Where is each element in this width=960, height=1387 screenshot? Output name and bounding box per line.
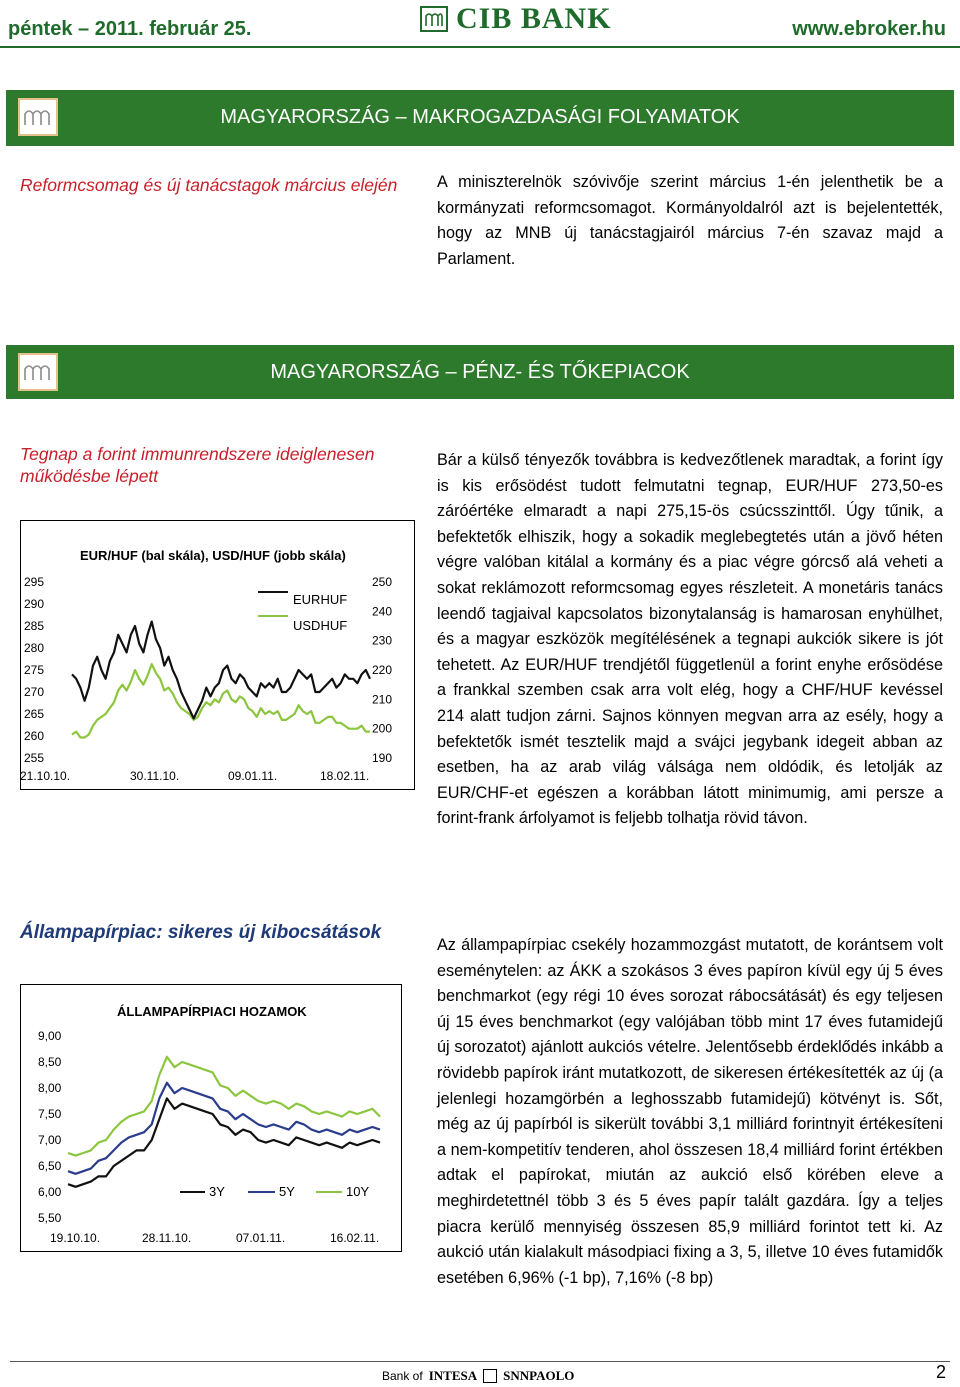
y-tick-label: 8,50 bbox=[38, 1055, 62, 1069]
section-title: MAGYARORSZÁG – MAKROGAZDASÁGI FOLYAMATOK bbox=[220, 106, 740, 128]
y-right-tick-label: 220 bbox=[372, 663, 393, 677]
yield-chart bbox=[20, 984, 402, 1252]
x-tick-label: 16.02.11. bbox=[330, 1231, 380, 1245]
cib-bank-logo bbox=[420, 4, 612, 34]
brand-name: CIB BANK bbox=[456, 2, 612, 35]
x-tick-label: 18.02.11. bbox=[320, 769, 370, 783]
legend-label: USDHUF bbox=[293, 618, 348, 633]
chart-title: ÁLLAMPAPÍRPIACI HOZAMOK bbox=[117, 1004, 307, 1019]
bank-of-label: Bank of bbox=[382, 1369, 423, 1383]
legend-label: EURHUF bbox=[293, 592, 348, 607]
y-tick-label: 6,00 bbox=[38, 1185, 62, 1199]
section-band-markets bbox=[6, 345, 954, 399]
sanpaolo-mark-icon bbox=[483, 1369, 497, 1383]
section-title: MAGYARORSZÁG – PÉNZ- ÉS TŐKEPIACOK bbox=[270, 361, 690, 383]
y-right-tick-label: 210 bbox=[372, 692, 393, 707]
y-left-tick-label: 270 bbox=[24, 685, 45, 699]
y-left-tick-label: 260 bbox=[24, 729, 45, 743]
y-left-tick-label: 285 bbox=[24, 619, 45, 633]
y-tick-label: 5,50 bbox=[38, 1211, 62, 1225]
x-tick-label: 28.11.10. bbox=[142, 1231, 192, 1245]
y-left-tick-label: 255 bbox=[24, 751, 45, 765]
page-number: 2 bbox=[935, 1362, 946, 1382]
x-tick-label: 07.01.11. bbox=[236, 1231, 286, 1245]
chart-frame bbox=[21, 985, 402, 1252]
report-date: péntek – 2011. február 25. bbox=[8, 18, 252, 40]
article-title: Reformcsomag és új tanácstagok március elején bbox=[20, 175, 398, 195]
article-text: A miniszterelnök szóvivője szerint március 1-én jelenthetik be a kormányzati reformcsomagot. Kormányoldalról azt is bejelentették, hogy az MNB új tanácstagjairól március 7-én szavaz majd a Parlament. bbox=[437, 173, 943, 268]
y-right-tick-label: 240 bbox=[372, 604, 393, 619]
y-left-tick-label: 265 bbox=[24, 707, 45, 721]
legend-label: 3Y bbox=[209, 1184, 225, 1199]
fx-chart bbox=[20, 520, 415, 790]
y-right-tick-label: 250 bbox=[372, 575, 393, 589]
y-tick-label: 7,00 bbox=[38, 1133, 62, 1147]
y-tick-label: 9,00 bbox=[38, 1029, 62, 1043]
x-tick-label: 19.10.10. bbox=[50, 1231, 101, 1245]
sanpaolo-label: SNNPAOLO bbox=[503, 1368, 575, 1383]
x-tick-label: 21.10.10. bbox=[20, 769, 71, 783]
article-text: Az állampapírpiac csekély hozammozgást mutatott, de korántsem volt eseménytelen: az ÁKK a szokásos 3 éves papíron kívül egy új 5 éves benchmarkot (egy régi 10 éves sorozat rábocsátását) és egy teljesen új 15 éves benchmarkot (egy valójában több mint 17 éves futamidejű új sorozatot) ajánlott aukciós vételre. Jelentősebb érdeklődés inkább a rövidebb papírok iránt mutatkozott, de sikeresen értékesítették az új (a jelenlegi hozamgörbén a leghosszabb futamidejű) kötvényt is. Sőt, még az új papírból is sikerült további 3,1 milliárd forintnyit értékesíteni a nem-kompetitív tenderen, ahol összesen 18,4 milliárd forint értékben adtak el papírokat, miután az aukció első körében eleve a meghirdetettnél több 3 és 5 éves papír talált gazdára. Így a teljes piacra kerülő mennyiség összesen 85,9 milliárd forintot tett ki. Az aukció után kialakult másodpiaci fixing a 3, 5, illetve 10 éves futamidők esetében 6,96% (-1 bp), 7,16% (-8 bp) bbox=[437, 936, 943, 1287]
legend-label: 10Y bbox=[346, 1184, 370, 1199]
y-tick-label: 8,00 bbox=[38, 1081, 62, 1095]
section-band-macro bbox=[6, 90, 954, 146]
article-text: Bár a külső tényezők továbbra is kedvezőtlenek maradtak, a forint így is kis erősödést tudott felmutatni tegnap, EUR/HUF 273,50-es záróértéke elmaradt a napi 275,15-ös csúcsszinttől. Úgy tűnik, a befektetők elhiszik, hogy a sokadik meglebegtetés után a jövő héten végre valóban kitálal a kormány és a piac végre górcső alá veheti a sokat reklámozott reformcsomag egyes részleteit. A monetáris tanács leendő tagjaival kapcsolatos bizonytalanság is hamarosan enyhülhet, és a magyar eszközök megítélésének a tegnapi aukciók sikere is jót tehetett. Az EUR/HUF trendjétől függetlenül a forint enyhe erősödése a frankkal szemben csak arra volt elég, hogy a CHF/HUF kevéssel 214 alatt tudjon zárni. Sajnos könnyen megvan arra az esély, hogy a befektetők ismét tesztelik majd a svájci jegybank idegeit abban az esetben, ha az arab világ válsága nem oldódik, és letolják az EUR/CHF-et egészen a korábban látott minimumig, ami persze a forint-frank árfolyamot is feljebb tolhatja rövid távon. bbox=[437, 451, 943, 828]
y-tick-label: 6,50 bbox=[38, 1159, 62, 1173]
article-title: Állampapírpiac: sikeres új kibocsátások bbox=[20, 922, 382, 943]
y-left-tick-label: 295 bbox=[24, 575, 45, 589]
x-tick-label: 09.01.11. bbox=[228, 769, 278, 783]
article-title: Tegnap a forint immunrendszere ideiglenesen működésbe lépett bbox=[20, 444, 375, 486]
footer-divider bbox=[10, 1361, 950, 1362]
chart-title: EUR/HUF (bal skála), USD/HUF (jobb skála) bbox=[80, 548, 346, 563]
header-divider bbox=[0, 46, 960, 48]
y-tick-label: 7,50 bbox=[38, 1107, 62, 1121]
y-left-tick-label: 290 bbox=[24, 597, 45, 611]
cib-logo-icon bbox=[420, 6, 448, 32]
y-right-tick-label: 190 bbox=[372, 751, 393, 765]
y-left-tick-label: 275 bbox=[24, 663, 45, 677]
intesa-sanpaolo-logo bbox=[382, 1368, 574, 1384]
y-left-tick-label: 280 bbox=[24, 641, 45, 655]
intesa-label: INTESA bbox=[428, 1368, 478, 1383]
y-right-tick-label: 230 bbox=[372, 633, 393, 648]
ebroker-link[interactable]: www.ebroker.hu bbox=[792, 18, 946, 40]
legend-label: 5Y bbox=[279, 1184, 295, 1199]
x-tick-label: 30.11.10. bbox=[130, 769, 180, 783]
y-right-tick-label: 200 bbox=[372, 721, 393, 736]
